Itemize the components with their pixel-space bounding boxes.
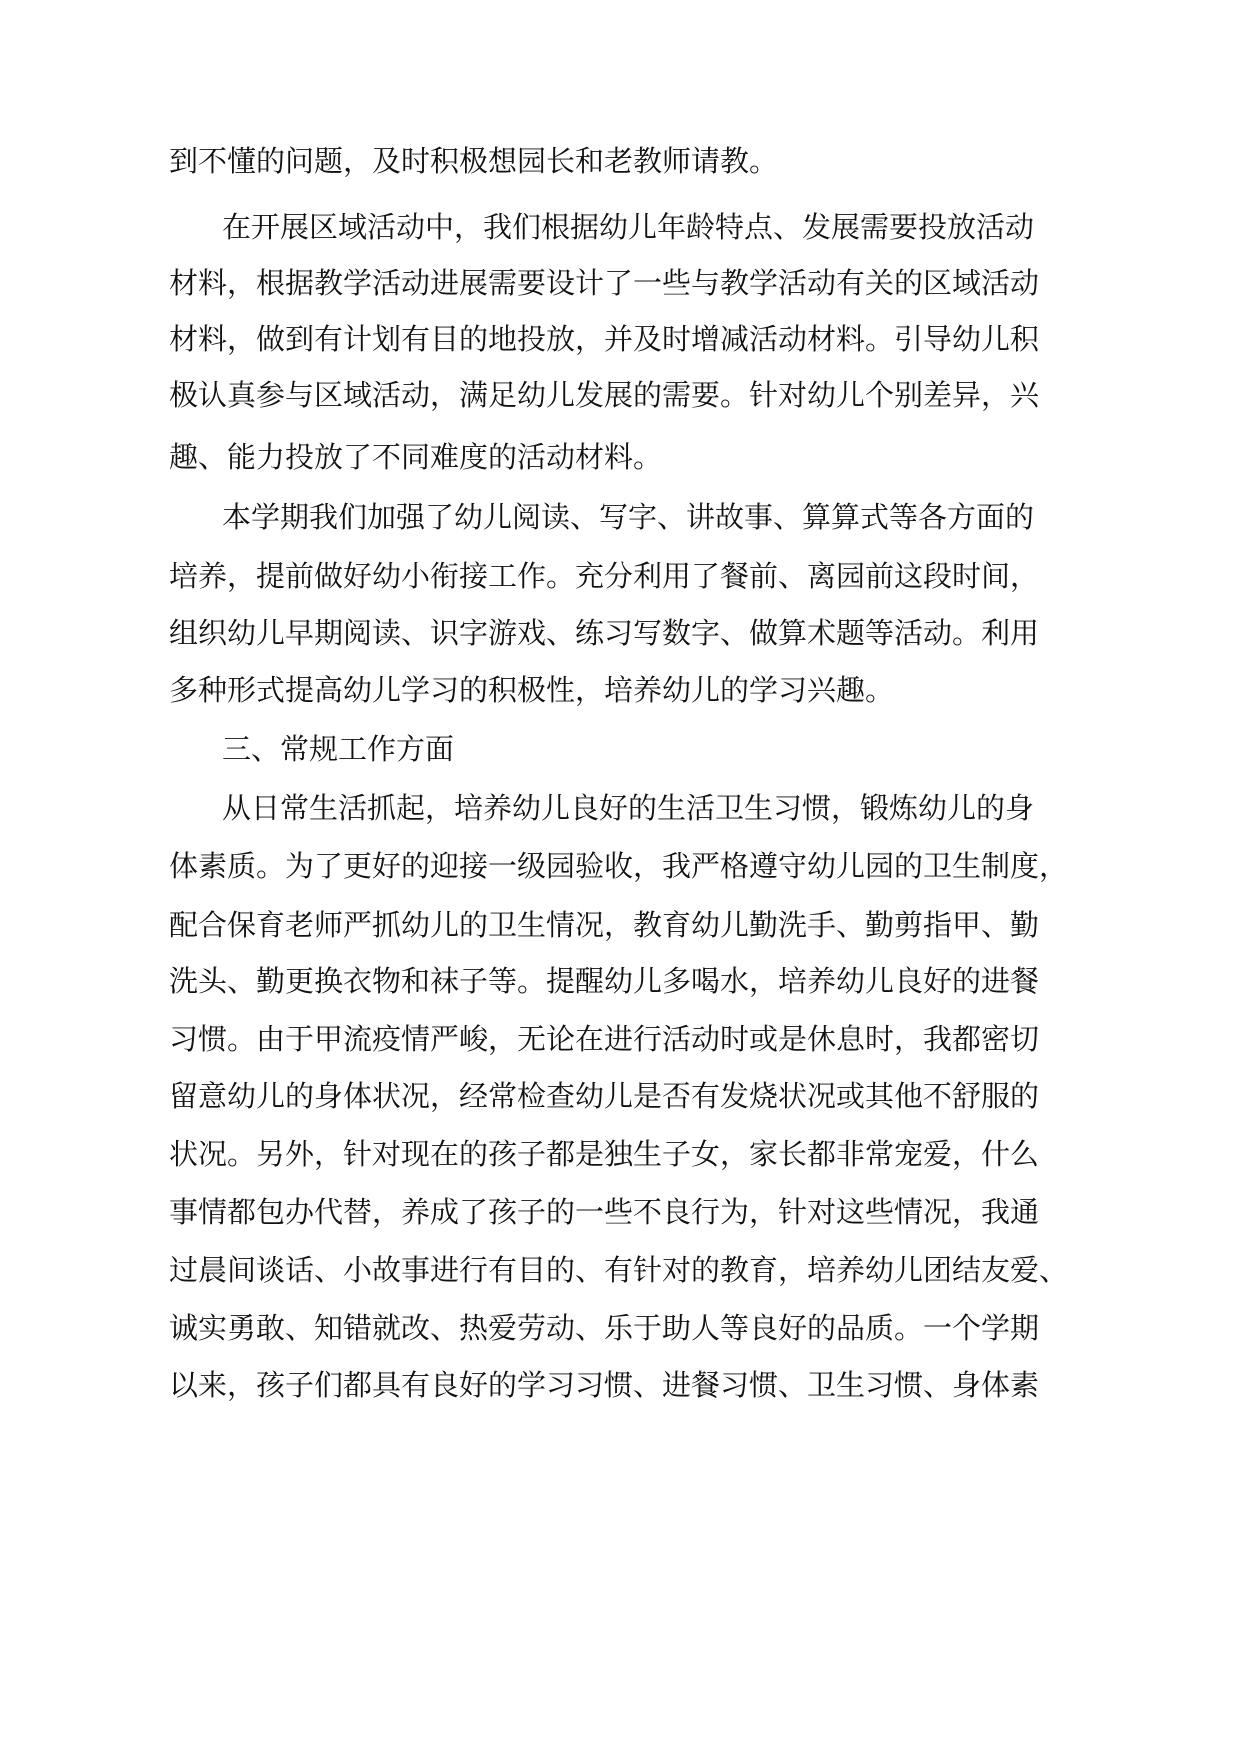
text-line-content: 以来，孩子们都具有良好的学习习惯、进餐习惯、卫生习惯、身体素: [169, 1368, 1040, 1402]
text-line: [0, 1121, 1241, 1187]
text-line-content: 状况。另外，针对现在的孩子都是独生子女，家长都非常宠爱，什么: [169, 1137, 1040, 1171]
text-line-content: 配合保育老师严抓幼儿的卫生情况，教育幼儿勤洗手、勤剪指甲、勤: [169, 908, 1040, 942]
paragraph-first-line: [0, 775, 1241, 841]
text-line-content: 培养，提前做好幼小衔接工作。充分利用了餐前、离园前这段时间，: [169, 559, 1040, 593]
text-line-content: 留意幼儿的身体状况，经常检查幼儿是否有发烧状况或其他不舒服的: [169, 1079, 1040, 1113]
text-line: [0, 1063, 1241, 1129]
text-line-content: 到不懂的问题，及时积极想园长和老教师请教。: [169, 144, 779, 178]
text-line: [0, 1237, 1241, 1303]
text-line: [0, 948, 1241, 1014]
text-line-content: 事情都包办代替，养成了孩子的一些不良行为，针对这些情况，我通: [169, 1195, 1040, 1229]
text-line: [0, 1352, 1241, 1418]
text-line-content: 材料，做到有计划有目的地投放，并及时增减活动材料。引导幼儿积: [169, 322, 1040, 356]
text-line-content: 极认真参与区域活动，满足幼儿发展的需要。针对幼儿个别差异，兴: [169, 378, 1040, 412]
section-heading-text: 三、常规工作方面: [222, 732, 455, 766]
text-line-content: 材料，根据教学活动进展需要设计了一些与教学活动有关的区域活动: [169, 266, 1040, 300]
text-line: [0, 833, 1241, 899]
text-line-content: 本学期我们加强了幼儿阅读、写字、讲故事、算算式等各方面的: [222, 500, 1035, 534]
text-line-content: 在开展区域活动中，我们根据幼儿年龄特点、发展需要投放活动: [222, 210, 1035, 244]
text-line: [0, 657, 1241, 723]
text-line-content: 多种形式提高幼儿学习的积极性，培养幼儿的学习兴趣。: [169, 673, 895, 707]
text-line-content: 趣、能力投放了不同难度的活动材料。: [169, 440, 663, 474]
text-line-content: 诚实勇敢、知错就改、热爱劳动、乐于助人等良好的品质。一个学期: [169, 1311, 1040, 1345]
text-line: [0, 1179, 1241, 1245]
text-line-content: 组织幼儿早期阅读、识字游戏、练习写数字、做算术题等活动。利用: [169, 616, 1040, 650]
paragraph-first-line: [0, 484, 1241, 550]
text-line: [0, 424, 1241, 490]
text-line-content: 洗头、勤更换衣物和袜子等。提醒幼儿多喝水，培养幼儿良好的进餐: [169, 964, 1040, 998]
text-line: [0, 362, 1241, 428]
text-line-content: 体素质。为了更好的迎接一级园验收，我严格遵守幼儿园的卫生制度，: [169, 849, 1069, 883]
text-line-content: 过晨间谈话、小故事进行有目的、有针对的教育，培养幼儿团结友爱、: [169, 1253, 1069, 1287]
text-line-content: 习惯。由于甲流疫情严峻，无论在进行活动时或是休息时，我都密切: [169, 1022, 1040, 1056]
section-heading: [0, 716, 1241, 782]
text-line-content: 从日常生活抓起，培养幼儿良好的生活卫生习惯，锻炼幼儿的身: [222, 791, 1035, 825]
text-line: [0, 128, 1241, 194]
